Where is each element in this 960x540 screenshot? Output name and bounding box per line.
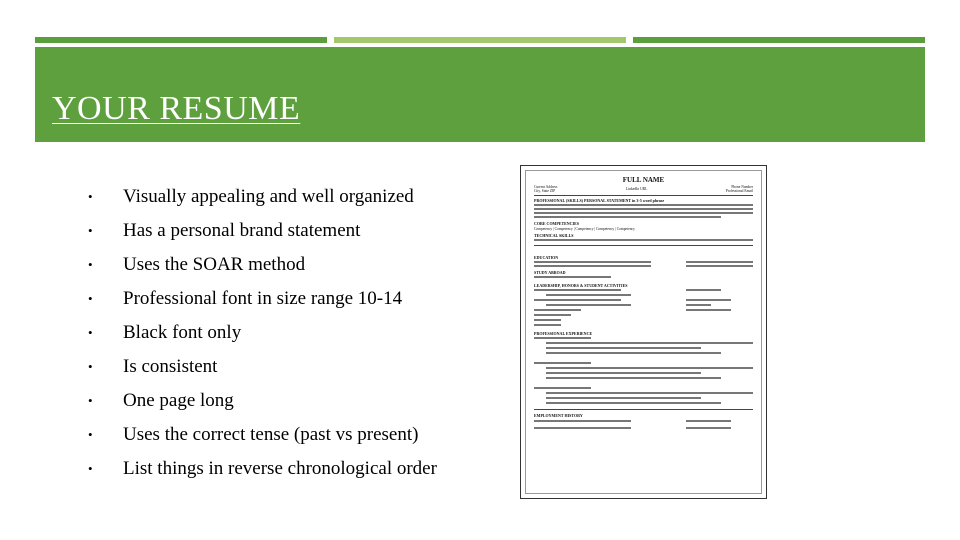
text-line	[534, 324, 561, 326]
resume-experience-heading: PROFESSIONAL EXPERIENCE	[534, 331, 593, 336]
bullet-icon: •	[88, 189, 93, 204]
bullet-list	[88, 180, 437, 486]
bullet-text: Uses the SOAR method	[123, 254, 306, 275]
bullet-text: Has a personal brand statement	[123, 220, 361, 241]
text-line	[534, 420, 631, 422]
text-line	[546, 294, 631, 296]
text-line	[534, 212, 753, 214]
resume-employment-heading: EMPLOYMENT HISTORY	[534, 413, 583, 418]
text-line	[534, 261, 651, 263]
text-line	[534, 216, 721, 218]
text-line	[534, 208, 753, 210]
text-line	[534, 309, 581, 311]
text-line	[546, 377, 721, 379]
bullet-icon: •	[88, 393, 93, 408]
list-item	[88, 350, 437, 384]
text-line	[534, 337, 591, 339]
resume-city: City, State ZIP	[534, 189, 556, 193]
bullet-text: Uses the correct tense (past vs present)	[123, 424, 419, 445]
resume-address: Current Address	[534, 185, 558, 189]
slide-title: YOUR RESUME	[52, 90, 301, 127]
text-line	[534, 319, 561, 321]
text-line	[546, 372, 701, 374]
resume-leadership-heading: LEADERSHIP, HONORS & STUDENT ACTIVITIES	[534, 283, 628, 288]
bullet-text: One page long	[123, 390, 234, 411]
text-line	[686, 289, 721, 291]
text-line	[534, 265, 651, 267]
resume-example-image	[520, 165, 767, 499]
text-line	[534, 299, 621, 301]
text-line	[534, 387, 591, 389]
bullet-text: Is consistent	[123, 356, 218, 377]
divider	[534, 245, 753, 246]
text-line	[534, 314, 571, 316]
resume-linkedin: LinkedIn URL	[626, 187, 648, 191]
resume-brand-heading: PROFESSIONAL (SKILLS) PERSONAL STATEMENT in 3-5 word phrase	[534, 198, 665, 203]
bullet-text: Visually appealing and well organized	[123, 186, 414, 207]
top-accent-bar-right	[633, 37, 925, 43]
text-line	[534, 239, 753, 241]
text-line	[546, 304, 631, 306]
text-line	[534, 204, 753, 206]
top-accent-bar-left	[35, 37, 327, 43]
list-item	[88, 316, 437, 350]
text-line	[546, 397, 701, 399]
text-line	[546, 347, 701, 349]
text-line	[686, 309, 731, 311]
bullet-icon: •	[88, 359, 93, 374]
text-line	[686, 299, 731, 301]
resume-study-abroad-heading: STUDY ABROAD	[534, 270, 566, 275]
resume-core-line: Competency | Competency | Competency | Competency | Competency	[534, 227, 635, 231]
text-line	[534, 427, 631, 429]
bullet-icon: •	[88, 461, 93, 476]
list-item	[88, 180, 437, 214]
resume-full-name: FULL NAME	[622, 176, 665, 184]
text-line	[546, 367, 753, 369]
text-line	[546, 342, 753, 344]
resume-tech-heading: TECHNICAL SKILLS	[534, 233, 574, 238]
bullet-icon: •	[88, 291, 93, 306]
text-line	[534, 276, 611, 278]
text-line	[686, 427, 731, 429]
list-item	[88, 248, 437, 282]
list-item	[88, 282, 437, 316]
text-line	[534, 289, 621, 291]
resume-core-heading: CORE COMPETENCIES	[534, 221, 580, 226]
bullet-icon: •	[88, 427, 93, 442]
text-line	[686, 420, 731, 422]
bullet-icon: •	[88, 257, 93, 272]
text-line	[546, 392, 753, 394]
text-line	[686, 265, 753, 267]
text-line	[686, 261, 753, 263]
bullet-icon: •	[88, 223, 93, 238]
resume-education-heading: EDUCATION	[534, 255, 559, 260]
list-item	[88, 418, 437, 452]
text-line	[534, 362, 591, 364]
text-line	[546, 402, 721, 404]
divider	[534, 409, 753, 410]
bullet-icon: •	[88, 325, 93, 340]
text-line	[546, 352, 721, 354]
divider	[534, 195, 753, 196]
list-item	[88, 214, 437, 248]
list-item	[88, 452, 437, 486]
bullet-text: List things in reverse chronological order	[123, 458, 437, 479]
text-line	[686, 304, 711, 306]
resume-phone: Phone Number	[731, 185, 753, 189]
resume-email: Professional Email	[725, 189, 753, 193]
bullet-text: Professional font in size range 10-14	[123, 288, 403, 309]
resume-page	[525, 170, 762, 494]
bullet-text: Black font only	[123, 322, 242, 343]
list-item	[88, 384, 437, 418]
top-accent-bar-middle	[334, 37, 626, 43]
